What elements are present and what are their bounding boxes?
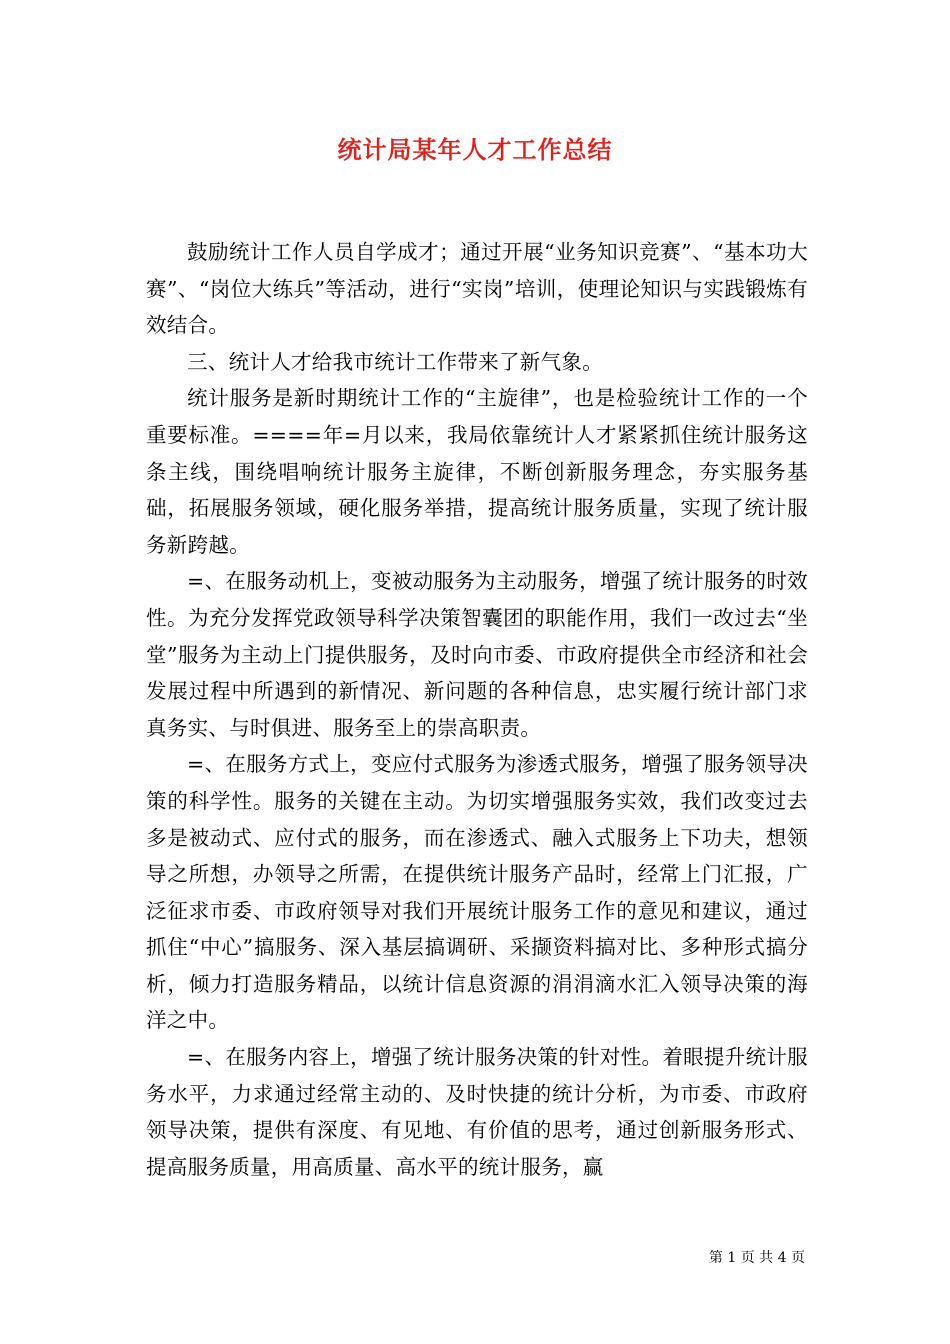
paragraph-3: 统计服务是新时期统计工作的“主旋律”，也是检验统计工作的一个重要标准。====年=月以来，我局依靠统计人才紧紧抓住统计服务这条主线，围绕唱响统计服务主旋律，不断创新服务理念，夯实服务基础，拓展服务领域，硬化服务举措，提高统计服务质量，实现了统计服务新跨越。 (146, 386, 808, 557)
paragraph-4: =、在服务动机上，变被动服务为主动服务，增强了统计服务的时效性。为充分发挥党政领导科学决策智囊团的职能作用，我们一改过去“坐堂”服务为主动上门提供服务，及时向市委、市政府提供全市经济和社会发展过程中所遇到的新情况、新问题的各种信息，忠实履行统计部门求真务实、与时俱进、服务至上的崇高职责。 (146, 569, 808, 740)
paragraph-1: 鼓励统计工作人员自学成才；通过开展“业务知识竞赛”、“基本功大赛”、“岗位大练兵”等活动，进行“实岗”培训，使理论知识与实践锻炼有效结合。 (146, 240, 808, 338)
document-title: 统计局某年人才工作总结 (337, 136, 613, 164)
paragraph-2: 三、统计人才给我市统计工作带来了新气象。 (187, 349, 603, 374)
paragraph-6: =、在服务内容上，增强了统计服务决策的针对性。着眼提升统计服务水平，力求通过经常主动的、及时快捷的统计分析，为市委、市政府领导决策，提供有深度、有见地、有价值的思考，通过创新服务形式、提高服务质量，用高质量、高水平的统计服务，赢 (146, 1045, 808, 1179)
paragraph-5: =、在服务方式上，变应付式服务为渗透式服务，增强了服务领导决策的科学性。服务的关键在主动。为切实增强服务实效，我们改变过去多是被动式、应付式的服务，而在渗透式、融入式服务上下功夫，想领导之所想，办领导之所需，在提供统计服务产品时，经常上门汇报，广泛征求市委、市政府领导对我们开展统计服务工作的意见和建议，通过抓住“中心”搞服务、深入基层搞调研、采撷资料搞对比、多种形式搞分析，倾力打造服务精品，以统计信息资源的涓涓滴水汇入领导决策的海洋之中。 (146, 752, 808, 1033)
page-number-footer: 第 1 页 共 4 页 (708, 1250, 805, 1266)
document-body (146, 234, 808, 1185)
